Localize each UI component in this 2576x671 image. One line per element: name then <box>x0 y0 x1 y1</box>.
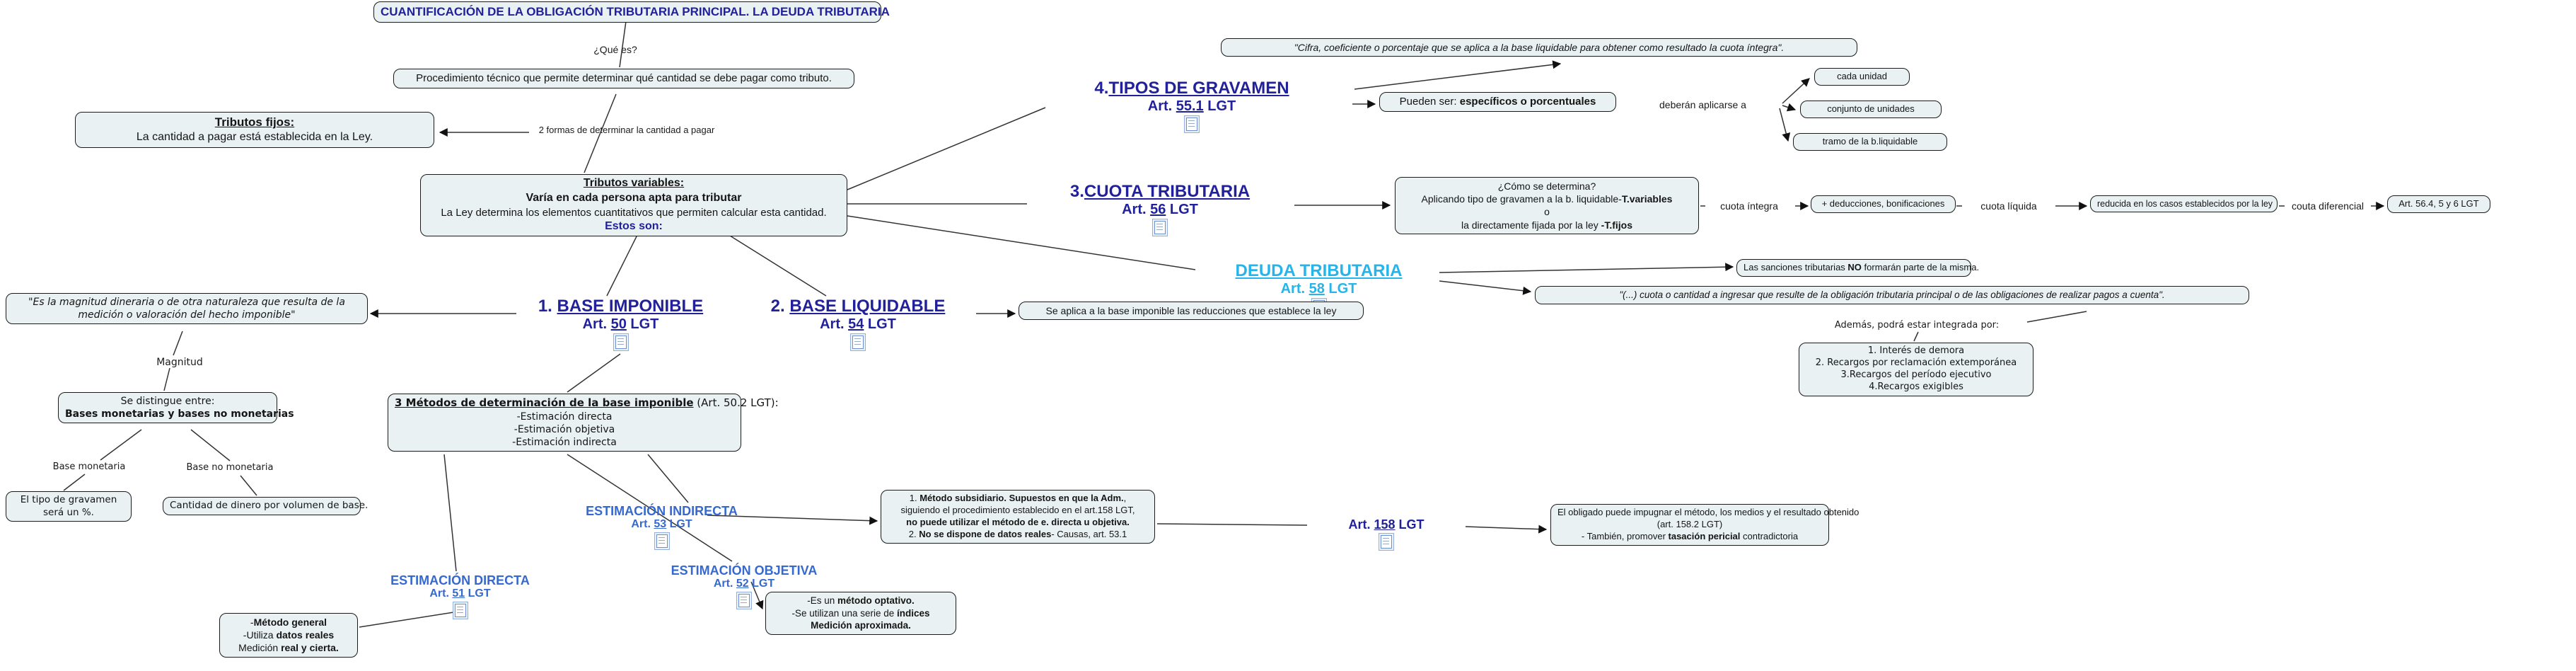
tributos-fijos-cuerpo: La cantidad a pagar está establecida en la Ley. <box>136 131 373 144</box>
node-title[interactable] <box>373 1 890 23</box>
node-cuota-cantidad-quote[interactable]: "(...) cuota o cantidad a ingresar que resulte de la obligación tributaria principal o de las obligaciones de realizar pagos a cuenta". <box>1535 286 2249 304</box>
link-label-ademas[interactable]: Además, podrá estar integrada por: <box>1834 320 2000 331</box>
node-tributos-fijos[interactable] <box>75 112 434 148</box>
node-conjunto-unidades[interactable]: conjunto de unidades <box>1800 101 1942 118</box>
connector <box>444 454 456 571</box>
link-label-base-monetaria[interactable]: Base monetaria <box>52 461 126 472</box>
node-base-liquidable[interactable]: 2. BASE LIQUIDABLE Art. 54 LGT <box>741 297 975 349</box>
node-base-imponible[interactable]: 1. BASE IMPONIBLE Art. 50 LGT <box>509 297 732 349</box>
tributos-fijos-titulo: Tributos fijos: <box>214 115 295 129</box>
connector <box>567 354 620 392</box>
node-se-distingue[interactable]: Se distingue entre: Bases monetarias y bases no monetarias <box>58 392 277 423</box>
node-art-158[interactable]: Art. 158 LGT <box>1309 517 1464 549</box>
connector-arrow <box>1466 527 1546 529</box>
connector <box>2027 311 2087 322</box>
link-label-base-no-monetaria[interactable]: Base no monetaria <box>186 462 274 473</box>
node-estimacion-indirecta[interactable]: ESTIMACIÓN INDIRECTA Art. 53 LGT <box>586 504 738 548</box>
node-metodo-subsidiario[interactable]: 1. Método subsidiario. Supuestos en que la Adm., siguiendo el procedimiento establecido en el art.158 LGT, no puede utilizar el método de e. directa u objetiva. 2. No se dispone de datos reales- Causas, art. 53.1 <box>881 490 1155 544</box>
resource-icon[interactable] <box>656 534 668 548</box>
link-label-couta-diferencial[interactable]: couta diferencial <box>2292 200 2364 212</box>
link-label-que-es[interactable]: ¿Qué es? <box>593 44 637 55</box>
node-obligado-impugnar[interactable]: El obligado puede impugnar el método, los medios y el resultado obtenido (art. 158.2 LGT) - También, promover tasación pericial contradictoria <box>1550 504 1829 546</box>
connector <box>1157 524 1307 525</box>
connector <box>847 108 1045 190</box>
connector <box>648 454 688 503</box>
connector <box>1914 332 1918 341</box>
node-cada-unidad[interactable]: cada unidad <box>1814 68 1910 86</box>
node-deducciones[interactable]: + deducciones, bonificaciones <box>1811 195 1956 213</box>
node-tipo-gravamen-pct[interactable]: El tipo de gravamen será un %. <box>6 491 132 522</box>
node-metodos-determinacion[interactable]: 3 Métodos de determinación de la base imponible (Art. 50.2 LGT): -Estimación directa -Estimación objetiva -Estimación indirecta <box>388 394 741 452</box>
link-label-deberan[interactable]: deberán aplicarse a <box>1659 99 1746 110</box>
page-title: CUANTIFICACIÓN DE LA OBLIGACIÓN TRIBUTARIA PRINCIPAL. LA DEUDA TRIBUTARIA <box>381 5 890 18</box>
resource-icon[interactable] <box>1186 117 1197 131</box>
connector-arrow <box>1780 108 1788 141</box>
node-estimacion-objetiva[interactable]: ESTIMACIÓN OBJETIVA Art. 52 LGT <box>659 563 829 607</box>
node-reducida[interactable]: reducida en los casos establecidos por la ley <box>2090 195 2278 212</box>
connector <box>240 476 257 495</box>
node-recargos[interactable]: 1. Interés de demora 2. Recargos por reclamación extemporánea 3.Recargos del período ejecutivo 4.Recargos exigibles <box>1799 343 2033 396</box>
node-pueden-ser[interactable]: Pueden ser: específicos o porcentuales <box>1379 92 1616 112</box>
node-cuota-tributaria[interactable]: 3.CUOTA TRIBUTARIA Art. 56 LGT <box>1029 183 1291 234</box>
link-label-magnitud[interactable]: Magnitud <box>156 357 203 368</box>
connector-arrow <box>1782 79 1809 103</box>
resource-icon[interactable] <box>738 594 750 607</box>
node-cantidad-dinero[interactable]: Cantidad de dinero por volumen de base. <box>163 497 361 515</box>
connector-arrow <box>1782 105 1795 110</box>
node-magnitud-quote[interactable]: "Es la magnitud dineraria o de otra naturaleza que resulta de la medición o valoración del hecho imponible" <box>6 293 368 324</box>
resource-icon[interactable] <box>455 604 466 617</box>
node-sanciones[interactable]: Las sanciones tributarias NO formarán parte de la misma. <box>1736 259 1971 277</box>
connector <box>173 331 182 355</box>
connector-arrow <box>1439 267 1733 273</box>
resource-icon[interactable] <box>1381 535 1392 549</box>
node-metodo-general[interactable]: -Método general -Utiliza datos reales Medición real y cierta. <box>219 613 358 658</box>
connector <box>191 430 230 461</box>
link-label-dos-formas[interactable]: 2 formas de determinar la cantidad a pagar <box>538 125 715 135</box>
node-deuda-tributaria[interactable]: DEUDA TRIBUTARIA Art. 58 LGT <box>1197 262 1441 314</box>
resource-icon[interactable] <box>852 336 864 349</box>
node-tipos-gravamen[interactable]: 4.TIPOS DE GRAVAMEN Art. 55.1 LGT <box>1029 79 1354 131</box>
node-tramo-liquidable[interactable]: tramo de la b.liquidable <box>1793 133 1947 151</box>
connector-arrow <box>1354 64 1560 89</box>
node-art-564[interactable]: Art. 56.4, 5 y 6 LGT <box>2387 195 2490 213</box>
link-label-cuota-liquida[interactable]: cuota líquida <box>1980 200 2037 212</box>
connector <box>164 368 170 391</box>
resource-icon[interactable] <box>1154 221 1166 234</box>
connector-arrow <box>1439 281 1531 292</box>
node-se-aplica[interactable]: Se aplica a la base imponible las reducciones que establece la ley <box>1019 302 1364 320</box>
node-procedimiento[interactable]: Procedimiento técnico que permite determinar qué cantidad se debe pagar como tributo. <box>393 69 854 88</box>
link-label-cuota-integra[interactable]: cuota íntegra <box>1720 200 1778 212</box>
connector <box>64 474 85 491</box>
resource-icon[interactable] <box>615 336 627 349</box>
connector <box>100 430 141 460</box>
node-cifra-quote[interactable]: "Cifra, coeficiente o porcentaje que se aplica a la base liquidable para obtener como resultado la cuota íntegra". <box>1221 38 1857 57</box>
node-como-se-determina[interactable]: ¿Cómo se determina? Aplicando tipo de gravamen a la b. liquidable-T.variables o la directamente fijada por la ley -T.fijos <box>1395 177 1699 234</box>
node-tributos-variables[interactable]: Tributos variables: Varía en cada persona apta para tributar La Ley determina los elementos cuantitativos que permiten calcular esta cantidad. Estos son: <box>420 174 847 236</box>
node-metodo-optativo[interactable]: -Es un método optativo. -Se utilizan una serie de índices Medición aproximada. <box>765 592 956 635</box>
node-estimacion-directa[interactable]: ESTIMACIÓN DIRECTA Art. 51 LGT <box>377 573 543 617</box>
